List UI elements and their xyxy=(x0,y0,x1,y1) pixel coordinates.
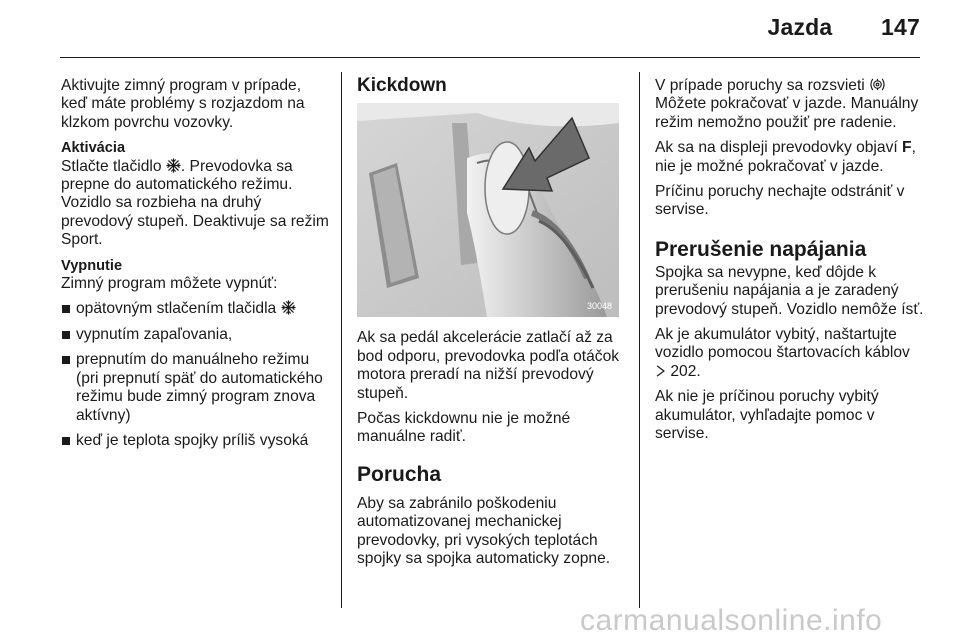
site-watermark: carmanualsonline.info xyxy=(580,604,883,637)
intro-paragraph: Aktivujte zimný program v prípade, keď máte problémy s rozjazdom na klzkom povrchu vozovky. xyxy=(61,77,305,131)
off-paragraph: Zimný program môžete vypnúť: xyxy=(61,275,278,293)
column-divider-2 xyxy=(639,72,640,608)
page-header xyxy=(767,14,920,41)
power-paragraph-3: Ak nie je príčinou poruchy vybitý akumulátor, vyhľadajte pomoc v servise. xyxy=(655,388,879,443)
column-divider-1 xyxy=(341,72,342,608)
section-title: Jazda xyxy=(767,14,833,40)
page-reference-icon xyxy=(655,365,666,377)
fault-heading: Porucha xyxy=(357,462,442,486)
display-f-paragraph xyxy=(655,139,925,176)
list-item: keď je teplota spojky príliš vysoká xyxy=(61,432,331,450)
kickdown-paragraph-1: Ak sa pedál akcelerácie zatlačí až za bod odporu, prevodovka podľa otáčok motora preradí na nižší prevodový stupeň. xyxy=(357,329,620,402)
kickdown-illustration xyxy=(357,103,619,317)
header-rule xyxy=(60,57,920,58)
snowflake-icon xyxy=(281,300,296,315)
display-f-text-post: , nie je možné pokračovať v jazde. xyxy=(655,139,916,175)
activation-heading: Aktivácia xyxy=(61,140,126,157)
list-item xyxy=(61,300,331,318)
fault-light-paragraph xyxy=(655,77,925,95)
power-paragraph-2 xyxy=(655,326,925,381)
off-heading: Vypnutie xyxy=(61,257,123,274)
column-3 xyxy=(655,77,925,451)
off-list xyxy=(61,300,331,450)
kickdown-paragraph-2: Počas kickdownu nie je možné manuálne radiť. xyxy=(357,410,571,446)
column-1 xyxy=(61,77,331,457)
list-item: prepnutím do manuálneho režimu (pri prepnutí späť do automatického režimu bude zimný program znova aktívny) xyxy=(61,351,331,425)
pedal-drawing xyxy=(357,103,619,317)
kickdown-heading: Kickdown xyxy=(357,75,447,96)
power-interruption-heading: Prerušenie napájania xyxy=(655,237,867,261)
gearbox-warning-icon xyxy=(869,77,886,92)
continue-paragraph: Môžete pokračovať v jazde. Manuálny režim nemožno použiť pre radenie. xyxy=(655,95,919,131)
figure-number: 30048 xyxy=(587,301,613,312)
power-paragraph-1: Spojka sa nevypne, keď dôjde k prerušeniu napájania a je zaradený prevodový stupeň. Vozidlo nemôže ísť. xyxy=(655,263,924,318)
display-f-text: Ak sa na displeji prevodovky objaví xyxy=(655,139,898,157)
column-2 xyxy=(357,77,629,575)
fault-paragraph: Aby sa zabránilo poškodeniu automatizovanej mechanickej prevodovky, pri vysokých teplotách spojky sa spojka automaticky zopne. xyxy=(357,494,611,568)
display-f-letter: F xyxy=(902,139,912,157)
power-paragraph-2-text: Ak je akumulátor vybitý, naštartujte vozidlo pomocou štartovacích káblov xyxy=(655,326,910,362)
activation-paragraph xyxy=(61,158,331,250)
activation-text-post: . Prevodovka sa prepne do automatického režimu. Vozidlo sa rozbieha na druhý prevodový stupeň. Deaktivuje sa režim Sport. xyxy=(61,157,329,249)
page-reference-number: 202. xyxy=(670,362,701,380)
page-number: 147 xyxy=(881,14,920,40)
snowflake-icon xyxy=(166,158,181,173)
list-item: vypnutím zapaľovania, xyxy=(61,326,331,344)
service-paragraph: Príčinu poruchy nechajte odstrániť v servise. xyxy=(655,183,905,219)
fault-light-text: V prípade poruchy sa rozsvieti xyxy=(655,77,865,94)
activation-text-pre: Stlačte tlačidlo xyxy=(61,157,162,175)
list-item-text: opätovným stlačením tlačidla xyxy=(76,300,277,318)
